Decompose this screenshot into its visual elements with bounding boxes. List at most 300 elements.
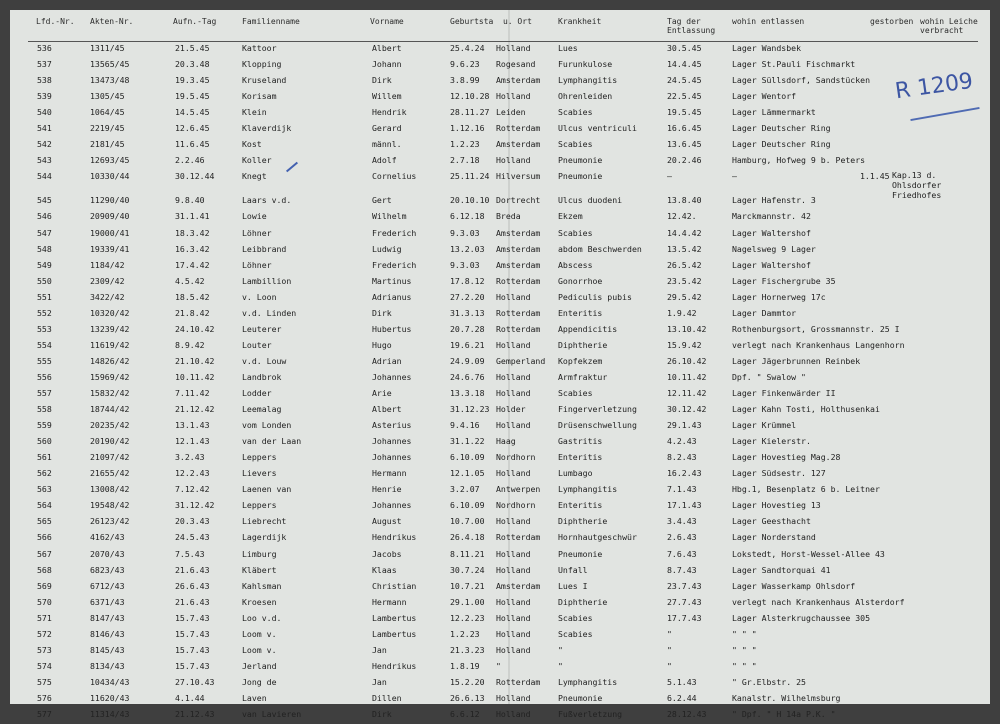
- cell-krank: Drüsenschwellung: [558, 420, 637, 431]
- header-vorname: Vorname: [370, 17, 404, 26]
- cell-krank: Ekzem: [558, 211, 583, 222]
- cell-entl: 29.1.43: [667, 420, 702, 431]
- table-row: [10, 531, 990, 547]
- cell-wohin: Dpf. " Swalow ": [732, 371, 806, 382]
- archive-annotation: R 1209: [893, 68, 975, 105]
- cell-geb: 29.1.00: [450, 596, 485, 607]
- cell-name: Kläbert: [242, 564, 277, 575]
- cell-vorname: Dirk: [372, 709, 392, 719]
- cell-vorname: Cornelius: [372, 171, 417, 182]
- cell-geb: 12.10.28: [450, 91, 490, 102]
- cell-aufn: 4.1.44: [175, 692, 205, 703]
- cell-nr: 555: [37, 355, 52, 366]
- cell-name: Löhner: [242, 227, 272, 238]
- cell-vorname: Adrianus: [372, 291, 412, 302]
- cell-krank: Pneumonie: [558, 692, 603, 703]
- cell-aufn: 24.10.42: [175, 323, 215, 334]
- cell-krank: Scabies: [558, 139, 593, 150]
- cell-nr: 568: [37, 564, 52, 575]
- table-row: [10, 435, 990, 451]
- cell-krank: Lymphangitis: [558, 75, 618, 86]
- cell-krank: ": [558, 660, 563, 671]
- cell-nr: 538: [37, 75, 52, 86]
- table-row: [10, 122, 990, 138]
- cell-geb: 9.3.03: [450, 227, 480, 238]
- cell-akten: 14826/42: [90, 355, 130, 366]
- header-akten-nr: Akten-Nr.: [90, 17, 134, 26]
- cell-aufn: 16.3.42: [175, 243, 210, 254]
- cell-vorname: Dirk: [372, 307, 392, 318]
- table-row: [10, 371, 990, 387]
- cell-name: Kruseland: [242, 75, 287, 86]
- cell-akten: 15969/42: [90, 371, 130, 382]
- cell-wohin: Nagelsweg 9 Lager: [732, 243, 816, 254]
- cell-entl: 28.12.43: [667, 709, 707, 719]
- cell-name: Landbrok: [242, 371, 282, 382]
- cell-aufn: 24.5.43: [175, 532, 210, 543]
- cell-krank: Pneumonie: [558, 548, 603, 559]
- table-row: [10, 403, 990, 419]
- header-krankheit: Krankheit: [558, 17, 602, 26]
- table-row: [10, 275, 990, 291]
- cell-krank: Scabies: [558, 107, 593, 118]
- cell-wohin: Kanalstr. Wilhelmsburg: [732, 692, 841, 703]
- cell-ort: Holland: [496, 709, 531, 719]
- cell-entl: 27.7.43: [667, 596, 702, 607]
- cell-krank: Diphtherie: [558, 516, 608, 527]
- cell-akten: 11619/42: [90, 339, 130, 350]
- cell-wohin: Lokstedt, Horst-Wessel-Allee 43: [732, 548, 885, 559]
- cell-name: Kattoor: [242, 43, 277, 53]
- cell-aufn: 8.9.42: [175, 339, 205, 350]
- cell-krank: Appendicitis: [558, 323, 618, 334]
- cell-krank: Fingerverletzung: [558, 404, 637, 415]
- cell-wohin: Lager Waltershof: [732, 227, 811, 238]
- cell-nr: 562: [37, 468, 52, 479]
- table-row: [10, 708, 990, 724]
- cell-vorname: Hermann: [372, 468, 407, 479]
- table-row: [10, 660, 990, 676]
- cell-geb: 6.10.09: [450, 500, 485, 511]
- cell-entl: 1.9.42: [667, 307, 697, 318]
- cell-vorname: Lambertus: [372, 612, 417, 623]
- cell-akten: 26123/42: [90, 516, 130, 527]
- cell-geb: 10.7.21: [450, 580, 485, 591]
- header-wohin-entlassen: wohin entlassen: [732, 17, 805, 26]
- cell-geb: 1.2.23: [450, 139, 480, 150]
- cell-krank: Scabies: [558, 612, 593, 623]
- cell-name: Loom v.: [242, 644, 277, 655]
- cell-wohin: verlegt nach Krankenhaus Alsterdorf: [732, 596, 905, 607]
- cell-entl: 3.4.43: [667, 516, 697, 527]
- cell-nr: 556: [37, 371, 52, 382]
- cell-wohin: " " ": [732, 644, 757, 655]
- cell-nr: 542: [37, 139, 52, 150]
- header-lfd-nr: Lfd.-Nr.: [36, 17, 75, 26]
- table-row: [10, 419, 990, 435]
- cell-nr: 577: [37, 709, 52, 719]
- cell-vorname: Frederich: [372, 259, 417, 270]
- cell-ort: Holland: [496, 596, 531, 607]
- cell-ort: ": [496, 660, 501, 671]
- cell-wohin: Lager St.Pauli Fischmarkt: [732, 59, 856, 70]
- cell-ort: Antwerpen: [496, 484, 541, 495]
- cell-akten: 11314/43: [90, 709, 130, 719]
- cell-ort: Amsterdam: [496, 75, 541, 86]
- cell-vorname: Johann: [372, 59, 402, 70]
- cell-aufn: 17.4.42: [175, 259, 210, 270]
- cell-wohin: Lager Waltershof: [732, 259, 811, 270]
- cell-entl: 29.5.42: [667, 291, 702, 302]
- cell-name: Leppers: [242, 452, 277, 463]
- cell-nr: 560: [37, 436, 52, 447]
- cell-krank: Diphtherie: [558, 596, 608, 607]
- cell-aufn: 15.7.43: [175, 660, 210, 671]
- cell-krank: Enteritis: [558, 307, 603, 318]
- cell-geb: 6.6.12: [450, 709, 480, 719]
- header-gestorben: gestorben: [870, 17, 914, 26]
- cell-aufn: 12.2.43: [175, 468, 210, 479]
- cell-ort: Dortrecht: [496, 195, 541, 206]
- cell-krank: Scabies: [558, 227, 593, 238]
- cell-aufn: 31.1.41: [175, 211, 210, 222]
- cell-akten: 13008/42: [90, 484, 130, 495]
- cell-nr: 546: [37, 211, 52, 222]
- cell-wohin: Lager Hovestieg Mag.28: [732, 452, 841, 463]
- cell-akten: 10320/42: [90, 307, 130, 318]
- cell-geb: 3.8.99: [450, 75, 480, 86]
- cell-geb: 21.3.23: [450, 644, 485, 655]
- cell-krank: Ulcus ventriculi: [558, 123, 637, 134]
- cell-krank: Furunkulose: [558, 59, 613, 70]
- cell-name: Leibbrand: [242, 243, 287, 254]
- cell-krank: Lumbago: [558, 468, 593, 479]
- cell-aufn: 31.12.42: [175, 500, 215, 511]
- cell-entl: 12.42.: [667, 211, 697, 222]
- cell-nr: 549: [37, 259, 52, 270]
- table-row: [10, 628, 990, 644]
- cell-akten: 2181/45: [90, 139, 125, 150]
- cell-aufn: 19.5.45: [175, 91, 210, 102]
- cell-ort: Rotterdam: [496, 307, 541, 318]
- cell-wohin: Lager Hornerweg 17c: [732, 291, 826, 302]
- cell-nr: 565: [37, 516, 52, 527]
- cell-entl: 8.2.43: [667, 452, 697, 463]
- cell-wohin: " " ": [732, 628, 757, 639]
- cell-aufn: 26.6.43: [175, 580, 210, 591]
- cell-vorname: Johannes: [372, 452, 412, 463]
- cell-ort: Holland: [496, 43, 531, 53]
- cell-nr: 547: [37, 227, 52, 238]
- cell-geb: 31.3.13: [450, 307, 485, 318]
- cell-akten: 2309/42: [90, 275, 125, 286]
- cell-krank: Diphtherie: [558, 339, 608, 350]
- cell-vorname: Christian: [372, 580, 417, 591]
- cell-entl: 26.10.42: [667, 355, 707, 366]
- cell-name: Laven: [242, 692, 267, 703]
- cell-krank: Abscess: [558, 259, 593, 270]
- cell-vorname: Willem: [372, 91, 402, 102]
- table-row: [10, 154, 990, 170]
- cell-entl: 30.5.45: [667, 43, 702, 53]
- cell-nr: 558: [37, 404, 52, 415]
- cell-ort: Holland: [496, 692, 531, 703]
- cell-nr: 575: [37, 676, 52, 687]
- table-row: [10, 692, 990, 708]
- cell-akten: 19000/41: [90, 227, 130, 238]
- cell-ort: Haag: [496, 436, 516, 447]
- cell-akten: 19548/42: [90, 500, 130, 511]
- cell-nr: 550: [37, 275, 52, 286]
- cell-krank: Ohrenleiden: [558, 91, 613, 102]
- cell-wohin: Lager Lämmermarkt: [732, 107, 816, 118]
- cell-name: v.d. Louw: [242, 355, 287, 366]
- cell-akten: 6371/43: [90, 596, 125, 607]
- cell-wohin: Lager Krümmel: [732, 420, 797, 431]
- header-wohin-leiche: wohin Leiche verbracht: [920, 17, 978, 35]
- cell-wohin: Lager Deutscher Ring: [732, 139, 831, 150]
- cell-geb: 3.2.07: [450, 484, 480, 495]
- cell-nr: 539: [37, 91, 52, 102]
- cell-name: Korisam: [242, 91, 277, 102]
- table-row: [10, 499, 990, 515]
- cell-entl: 8.7.43: [667, 564, 697, 575]
- cell-nr: 551: [37, 291, 52, 302]
- cell-geb: 1.8.19: [450, 660, 480, 671]
- cell-wohin: Lager Geesthacht: [732, 516, 811, 527]
- cell-aufn: 18.3.42: [175, 227, 210, 238]
- cell-wohin: Lager Hovestieg 13: [732, 500, 821, 511]
- table-row: [10, 227, 990, 243]
- cell-nr: 566: [37, 532, 52, 543]
- cell-geb: 10.7.00: [450, 516, 485, 527]
- cell-geb: 13.3.18: [450, 388, 485, 398]
- cell-ort: Amsterdam: [496, 259, 541, 270]
- cell-wohin: verlegt nach Krankenhaus Langenhorn: [732, 339, 905, 350]
- cell-krank: Lymphangitis: [558, 484, 618, 495]
- cell-geb: 26.6.13: [450, 692, 485, 703]
- cell-krank: abdom Beschwerden: [558, 243, 642, 254]
- cell-name: van der Laan: [242, 436, 302, 447]
- cell-aufn: 10.11.42: [175, 371, 215, 382]
- cell-ort: Holland: [496, 388, 531, 398]
- cell-vorname: Hermann: [372, 596, 407, 607]
- cell-name: v. Loon: [242, 291, 277, 302]
- cell-akten: 13565/45: [90, 59, 130, 70]
- table-row: [10, 323, 990, 339]
- cell-nr: 559: [37, 420, 52, 431]
- cell-geb: 12.2.23: [450, 612, 485, 623]
- cell-entl: 15.9.42: [667, 339, 702, 350]
- cell-geb: 1.2.23: [450, 628, 480, 639]
- cell-name: Jerland: [242, 660, 277, 671]
- cell-nr: 544: [37, 171, 52, 182]
- cell-vorname: Lambertus: [372, 628, 417, 639]
- cell-akten: 6823/43: [90, 564, 125, 575]
- cell-ort: Holland: [496, 644, 531, 655]
- cell-ort: Nordhorn: [496, 452, 536, 463]
- cell-aufn: 21.6.43: [175, 564, 210, 575]
- cell-geb: 12.1.05: [450, 468, 485, 479]
- cell-vorname: Arie: [372, 388, 392, 398]
- cell-name: Lodder: [242, 388, 272, 398]
- cell-name: Liebrecht: [242, 516, 287, 527]
- cell-name: Leuterer: [242, 323, 282, 334]
- cell-ort: Holland: [496, 564, 531, 575]
- cell-nr: 576: [37, 692, 52, 703]
- cell-name: Leemalag: [242, 404, 282, 415]
- cell-name: Jong de: [242, 676, 277, 687]
- cell-ort: Amsterdam: [496, 580, 541, 591]
- cell-entl: 7.1.43: [667, 484, 697, 495]
- cell-ort: Nordhorn: [496, 500, 536, 511]
- cell-name: Lievers: [242, 468, 277, 479]
- cell-name: Löhner: [242, 259, 272, 270]
- cell-vorname: Albert: [372, 43, 402, 53]
- cell-akten: 18744/42: [90, 404, 130, 415]
- cell-aufn: 2.2.46: [175, 155, 205, 166]
- table-row: [10, 339, 990, 355]
- cell-aufn: 13.1.43: [175, 420, 210, 431]
- cell-nr: 564: [37, 500, 52, 511]
- cell-entl: 26.5.42: [667, 259, 702, 270]
- cell-ort: Holland: [496, 516, 531, 527]
- cell-akten: 20235/42: [90, 420, 130, 431]
- cell-nr: 574: [37, 660, 52, 671]
- cell-akten: 20909/40: [90, 211, 130, 222]
- cell-krank: Pediculis pubis: [558, 291, 632, 302]
- cell-entl: ": [667, 628, 672, 639]
- cell-ort: Rotterdam: [496, 123, 541, 134]
- cell-ort: Holland: [496, 155, 531, 166]
- cell-aufn: 12.1.43: [175, 436, 210, 447]
- cell-akten: 15832/42: [90, 388, 130, 398]
- table-row: [10, 259, 990, 275]
- cell-wohin: Lager Alsterkrugchaussee 305: [732, 612, 871, 623]
- cell-entl: 2.6.43: [667, 532, 697, 543]
- cell-krank: Lues: [558, 43, 578, 53]
- cell-geb: 24.6.76: [450, 371, 485, 382]
- cell-name: Klaverdijk: [242, 123, 292, 134]
- cell-akten: 20190/42: [90, 436, 130, 447]
- cell-akten: 11620/43: [90, 692, 130, 703]
- cell-aufn: 7.5.43: [175, 548, 205, 559]
- cell-aufn: 20.3.48: [175, 59, 210, 70]
- document-page: [10, 10, 990, 719]
- cell-nr: 545: [37, 195, 52, 206]
- cell-nr: 569: [37, 580, 52, 591]
- cell-entl: 20.2.46: [667, 155, 702, 166]
- cell-entl: ": [667, 660, 672, 671]
- cell-geb: 20.7.28: [450, 323, 485, 334]
- cell-aufn: 20.3.43: [175, 516, 210, 527]
- table-row: [10, 74, 990, 90]
- cell-vorname: Martinus: [372, 275, 412, 286]
- cell-geb: 9.6.23: [450, 59, 480, 70]
- cell-leiche: Kap.13 d. Ohlsdorfer Friedhofes: [892, 170, 942, 201]
- cell-ort: Holland: [496, 291, 531, 302]
- cell-entl: 22.5.45: [667, 91, 702, 102]
- cell-vorname: Gerard: [372, 123, 402, 134]
- cell-geb: 9.3.03: [450, 259, 480, 270]
- cell-vorname: Jan: [372, 644, 387, 655]
- cell-krank: Fußverletzung: [558, 709, 623, 719]
- cell-wohin: —: [732, 171, 737, 182]
- cell-krank: Lues I: [558, 580, 588, 591]
- cell-nr: 561: [37, 452, 52, 463]
- cell-entl: 24.5.45: [667, 75, 702, 86]
- cell-nr: 572: [37, 628, 52, 639]
- cell-aufn: 15.7.43: [175, 628, 210, 639]
- cell-krank: Pneumonie: [558, 155, 603, 166]
- cell-ort: Amsterdam: [496, 139, 541, 150]
- cell-aufn: 21.10.42: [175, 355, 215, 366]
- cell-vorname: August: [372, 516, 402, 527]
- cell-vorname: Asterius: [372, 420, 412, 431]
- table-row: [10, 90, 990, 106]
- table-row: [10, 483, 990, 499]
- table-row: [10, 515, 990, 531]
- cell-krank: Ulcus duodeni: [558, 195, 623, 206]
- cell-aufn: 21.12.43: [175, 709, 215, 719]
- cell-geb: 6.12.18: [450, 211, 485, 222]
- cell-aufn: 19.3.45: [175, 75, 210, 86]
- cell-entl: 7.6.43: [667, 548, 697, 559]
- cell-name: Laars v.d.: [242, 195, 292, 206]
- cell-vorname: Ludwig: [372, 243, 402, 254]
- table-row: [10, 307, 990, 323]
- table-row: [10, 58, 990, 74]
- cell-nr: 567: [37, 548, 52, 559]
- cell-vorname: Dillen: [372, 692, 402, 703]
- table-row: [10, 596, 990, 612]
- table-row: [10, 612, 990, 628]
- cell-wohin: " Dpf. " H 14a P.K. ": [732, 709, 836, 719]
- cell-akten: 21097/42: [90, 452, 130, 463]
- table-row: [10, 194, 990, 210]
- cell-entl: 30.12.42: [667, 404, 707, 415]
- cell-entl: 17.1.43: [667, 500, 702, 511]
- cell-name: vom Londen: [242, 420, 292, 431]
- cell-vorname: Albert: [372, 404, 402, 415]
- table-row: [10, 243, 990, 259]
- table-row: [10, 355, 990, 371]
- header-aufn-tag: Aufn.-Tag: [173, 17, 217, 26]
- cell-vorname: Dirk: [372, 75, 392, 86]
- cell-akten: 11290/40: [90, 195, 130, 206]
- cell-akten: 2219/45: [90, 123, 125, 134]
- cell-aufn: 4.5.42: [175, 275, 205, 286]
- cell-akten: 1184/42: [90, 259, 125, 270]
- cell-aufn: 14.5.45: [175, 107, 210, 118]
- table-row: [10, 210, 990, 226]
- cell-name: Kahlsman: [242, 580, 282, 591]
- cell-wohin: Lager Sandtorquai 41: [732, 564, 831, 575]
- cell-geb: 20.10.10: [450, 195, 490, 206]
- cell-nr: 552: [37, 307, 52, 318]
- cell-vorname: Hendrikus: [372, 660, 417, 671]
- table-row: [10, 644, 990, 660]
- cell-wohin: Lager Fischergrube 35: [732, 275, 836, 286]
- cell-entl: 19.5.45: [667, 107, 702, 118]
- cell-wohin: Hbg.1, Besenplatz 6 b. Leitner: [732, 484, 880, 495]
- cell-entl: 16.6.45: [667, 123, 702, 134]
- cell-ort: Rotterdam: [496, 676, 541, 687]
- cell-akten: 8146/43: [90, 628, 125, 639]
- cell-vorname: Gert: [372, 195, 392, 206]
- cell-entl: 17.7.43: [667, 612, 702, 623]
- cell-nr: 571: [37, 612, 52, 623]
